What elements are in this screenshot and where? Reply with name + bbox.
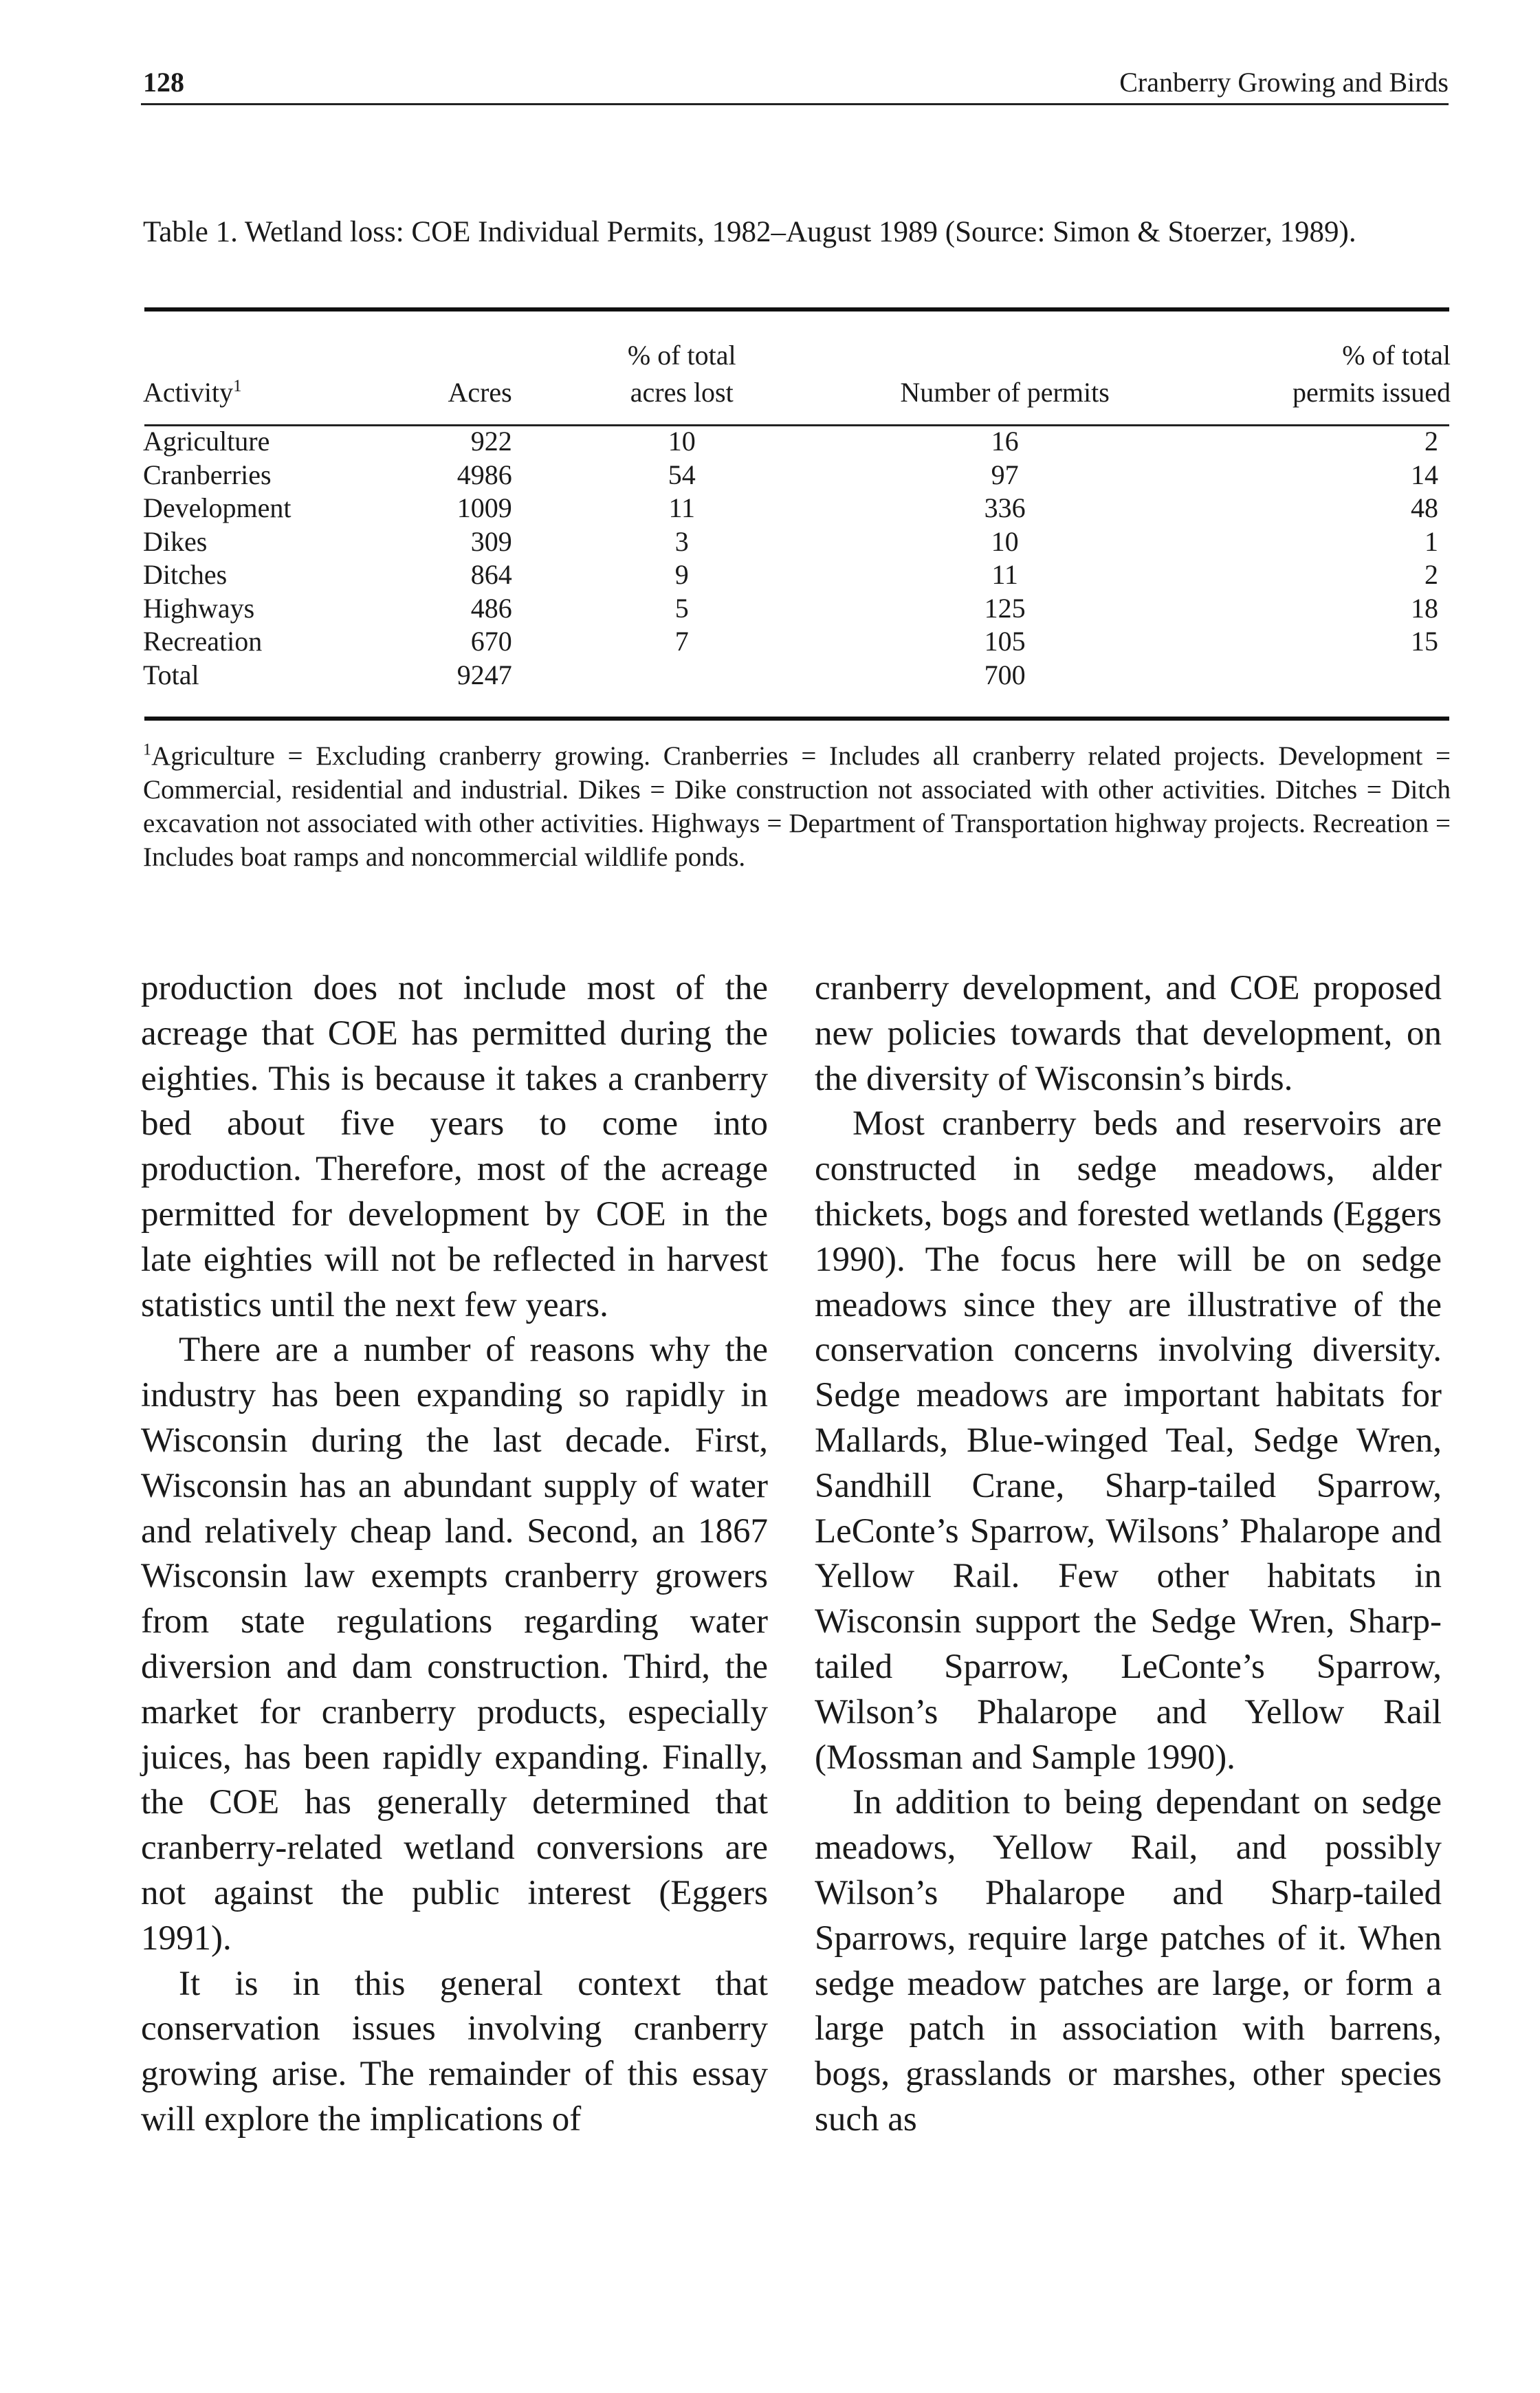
header-underline-activity	[144, 424, 1449, 426]
col-header-pct-acres: % of total acres lost	[627, 340, 736, 408]
cell-permits: 10	[991, 525, 1019, 557]
cell-activity: Recreation	[143, 626, 263, 657]
running-title: Cranberry Growing and Birds	[1119, 67, 1449, 98]
cell-pct-acres: 54	[668, 459, 696, 490]
cell-pct-acres: 10	[668, 426, 696, 457]
cell-pct-permits: 15	[1411, 626, 1438, 657]
cell-acres: 309	[470, 525, 512, 557]
body-column-right	[815, 966, 1442, 2143]
col-header-acres: Acres	[448, 377, 512, 408]
header-rule	[141, 103, 1449, 105]
paragraph: In addition to being dependant on sedge meadows, Yellow Rail, and possibly Wilson’s Phalarope and Sharp-tailed Sparrows, require large patches of it. When sedge meadow patches are large, or form a large patch in association with barrens, bogs, grasslands or marshes, other species such as	[815, 1783, 1442, 2139]
table-top-rule	[144, 307, 1449, 312]
col-header-activity: Activity$^1$	[143, 377, 242, 408]
cell-acres: 864	[470, 559, 512, 590]
table-caption: Table 1. Wetland loss: COE Individual Permits, 1982–August 1989 (Source: Simon & Stoerzer, 1989).	[143, 216, 1356, 248]
col-header-permits: Number of permits	[900, 377, 1110, 408]
paragraph: Most cranberry beds and reservoirs are constructed in sedge meadows, alder thickets, bogs and forested wetlands (Eggers 1990). The focus here will be on sedge meadows since they are illustrative of the conservation concerns involving diversity. Sedge meadows are important habitats for Mallards, Blue-winged Teal, Sedge Wren, Sandhill Crane, Sharp-tailed Sparrow, LeConte’s Sparrow, Wilsons’ Phalarope and Yellow Rail. Few other habitats in Wisconsin support the Sedge Wren, Sharp-tailed Sparrow, LeConte’s Sparrow, Wilson’s Phalarope and Yellow Rail (Mossman and Sample 1990).	[815, 1104, 1442, 1777]
cell-permits: 336	[984, 492, 1026, 523]
cell-acres: 922	[470, 426, 512, 457]
table-row	[143, 459, 1451, 492]
cell-pct-acres	[512, 659, 852, 692]
cell-permits: 125	[984, 592, 1026, 624]
cell-acres: 670	[470, 626, 512, 657]
cell-permits: 700	[984, 659, 1026, 690]
body-column-left	[141, 966, 768, 2143]
cell-activity: Cranberries	[143, 459, 272, 490]
table-row	[143, 492, 1451, 525]
table-bottom-rule	[144, 717, 1449, 721]
cell-pct-acres: 9	[674, 559, 689, 590]
page-number: 128	[143, 67, 184, 98]
cell-acres: 1009	[456, 492, 512, 523]
paragraph: It is in this general context that conservation issues involving cranberry growing arise. The remainder of this essay will explore the implications of	[141, 1964, 768, 2139]
table-row	[143, 625, 1451, 659]
cell-permits: 16	[991, 426, 1019, 457]
cell-acres: 9247	[456, 659, 512, 690]
paragraph: production does not include most of the acreage that COE has permitted during the eighties. This is because it takes a cranberry bed about five years to come into production. Therefore, most of the acreage permitted for development by COE in the late eighties will not be reflected in harvest statistics until the next few years.	[141, 969, 768, 1324]
cell-pct-permits: 2	[1424, 426, 1438, 457]
cell-pct-acres: 7	[674, 626, 689, 657]
wetland-loss-table	[143, 337, 1451, 692]
paragraph: cranberry development, and COE proposed new policies towards that development, on the diversity of Wisconsin’s birds.	[815, 969, 1442, 1098]
cell-pct-permits: 18	[1411, 592, 1438, 624]
footnote-marker: 1	[233, 377, 242, 396]
cell-acres: 4986	[456, 459, 512, 490]
table-row	[143, 558, 1451, 592]
cell-activity: Agriculture	[143, 426, 270, 457]
cell-pct-acres: 5	[674, 592, 689, 624]
cell-pct-permits: 14	[1411, 459, 1438, 490]
cell-pct-permits	[1158, 659, 1451, 692]
paragraph: There are a number of reasons why the industry has been expanding so rapidly in Wisconsin during the last decade. First, Wisconsin has an abundant supply of water and relatively cheap land. Second, an 1867 Wisconsin law exempts cranberry growers from state regulations regarding water diversion and dam construction. Third, the market for cranberry products, especially juices, has been rapidly expanding. Finally, the COE has generally determined that cranberry-related wetland conversions are not against the public interest (Eggers 1991).	[141, 1331, 768, 1958]
cell-permits: 97	[991, 459, 1019, 490]
cell-pct-permits: 2	[1424, 559, 1438, 590]
cell-pct-permits: 48	[1411, 492, 1438, 523]
table-row	[143, 592, 1451, 626]
cell-activity: Development	[143, 492, 292, 523]
cell-pct-permits: 1	[1424, 525, 1438, 557]
table-row	[143, 525, 1451, 559]
cell-permits: 11	[991, 559, 1018, 590]
cell-activity: Total	[143, 659, 199, 690]
table-header-row	[143, 337, 1451, 417]
cell-activity: Dikes	[143, 525, 208, 557]
cell-activity: Highways	[143, 592, 255, 624]
cell-permits: 105	[984, 626, 1026, 657]
table-body	[143, 417, 1451, 692]
table-row	[143, 417, 1451, 459]
table-footnote: $^1$Agriculture = Excluding cranberry growing. Cranberries = Includes all cranberry related projects. Development = Commercial, residential and industrial. Dikes = Dike construction not associated with other activities. Ditches = Ditch excavation not associated with other activities. Highways = Department of Transportation highway projects. Recreation = Includes boat ramps and noncommercial wildlife ponds.	[143, 740, 1451, 872]
cell-acres: 486	[470, 592, 512, 624]
cell-pct-acres: 11	[668, 492, 696, 523]
cell-pct-acres: 3	[674, 525, 689, 557]
cell-activity: Ditches	[143, 559, 228, 590]
table-row	[143, 659, 1451, 692]
col-header-pct-permits: % of total permits issued	[1292, 340, 1451, 408]
